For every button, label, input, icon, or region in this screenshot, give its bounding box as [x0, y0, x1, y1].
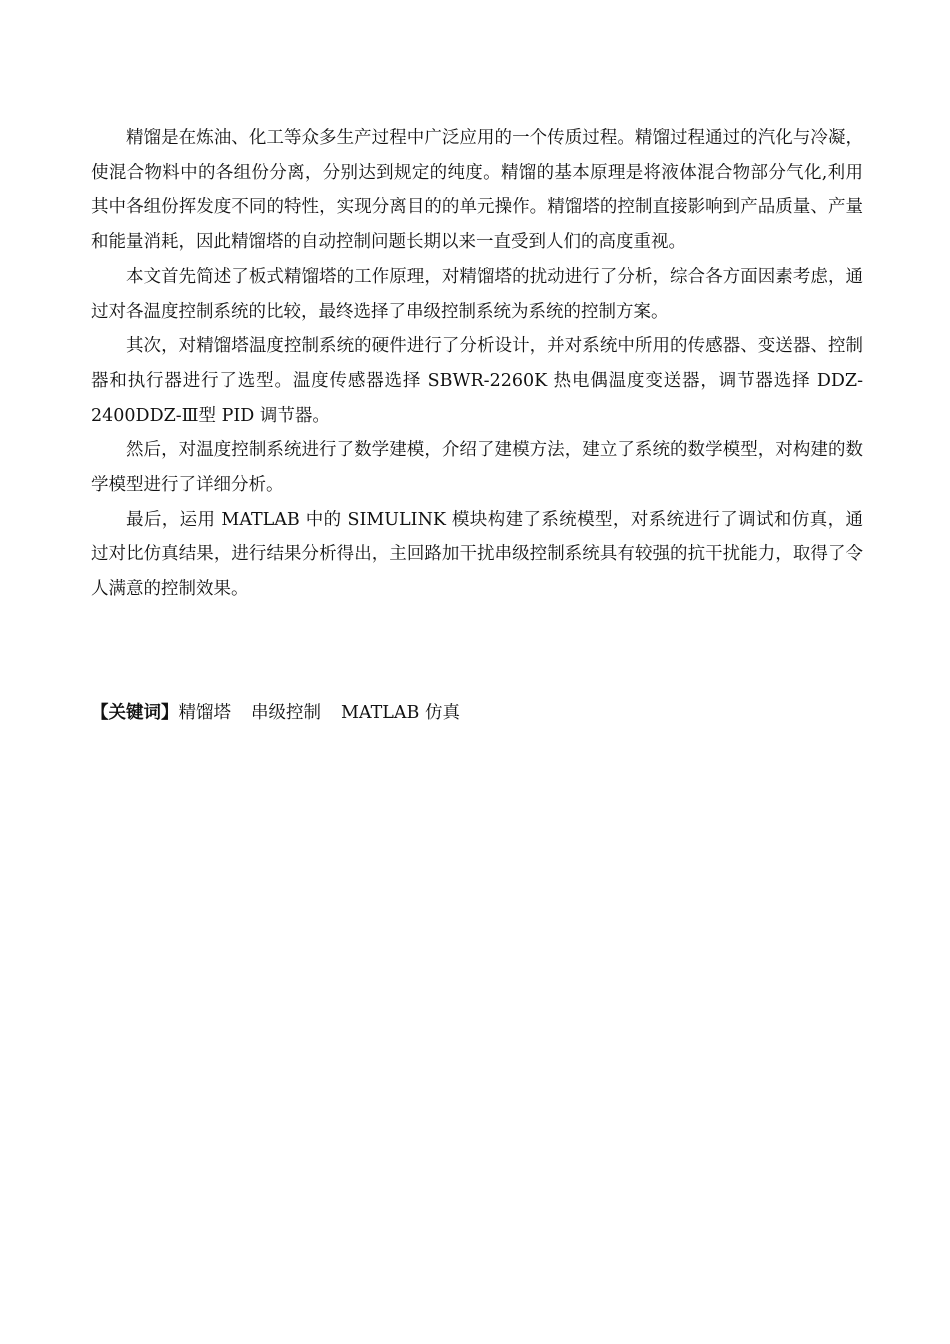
keyword-item: MATLAB 仿真	[341, 703, 460, 723]
abstract-paragraph-1: 精馏是在炼油、化工等众多生产过程中广泛应用的一个传质过程。精馏过程通过的汽化与冷凝，使混合物料中的各组份分离，分别达到规定的纯度。精馏的基本原理是将液体混合物部分气化,利用其中各组份挥发度不同的特性，实现分离目的的单元操作。精馏塔的控制直接影响到产品质量、产量和能量消耗，因此精馏塔的自动控制问题长期以来一直受到人们的高度重视。	[91, 128, 863, 253]
abstract-body	[91, 121, 863, 607]
abstract-paragraph-2: 本文首先简述了板式精馏塔的工作原理，对精馏塔的扰动进行了分析，综合各方面因素考虑，通过对各温度控制系统的比较，最终选择了串级控制系统为系统的控制方案。	[91, 266, 863, 322]
keywords-label: 【关键词】	[91, 703, 179, 723]
abstract-paragraph-3: 其次，对精馏塔温度控制系统的硬件进行了分析设计，并对系统中所用的传感器、变送器、控制器和执行器进行了选型。温度传感器选择 SBWR-2260K 热电偶温度变送器，调节器选择 DDZ-2400DDZ-Ⅲ型 PID 调节器。	[91, 336, 863, 426]
keywords-line	[91, 696, 863, 730]
keyword-item: 串级控制	[251, 703, 321, 723]
abstract-paragraph-4: 然后，对温度控制系统进行了数学建模，介绍了建模方法，建立了系统的数学模型，对构建的数学模型进行了详细分析。	[91, 440, 863, 496]
keyword-item: 精馏塔	[178, 703, 231, 723]
abstract-paragraph-5: 最后，运用 MATLAB 中的 SIMULINK 模块构建了系统模型，对系统进行了调试和仿真，通过对比仿真结果，进行结果分析得出，主回路加干扰串级控制系统具有较强的抗干扰能力，取得了令人满意的控制效果。	[91, 509, 863, 600]
